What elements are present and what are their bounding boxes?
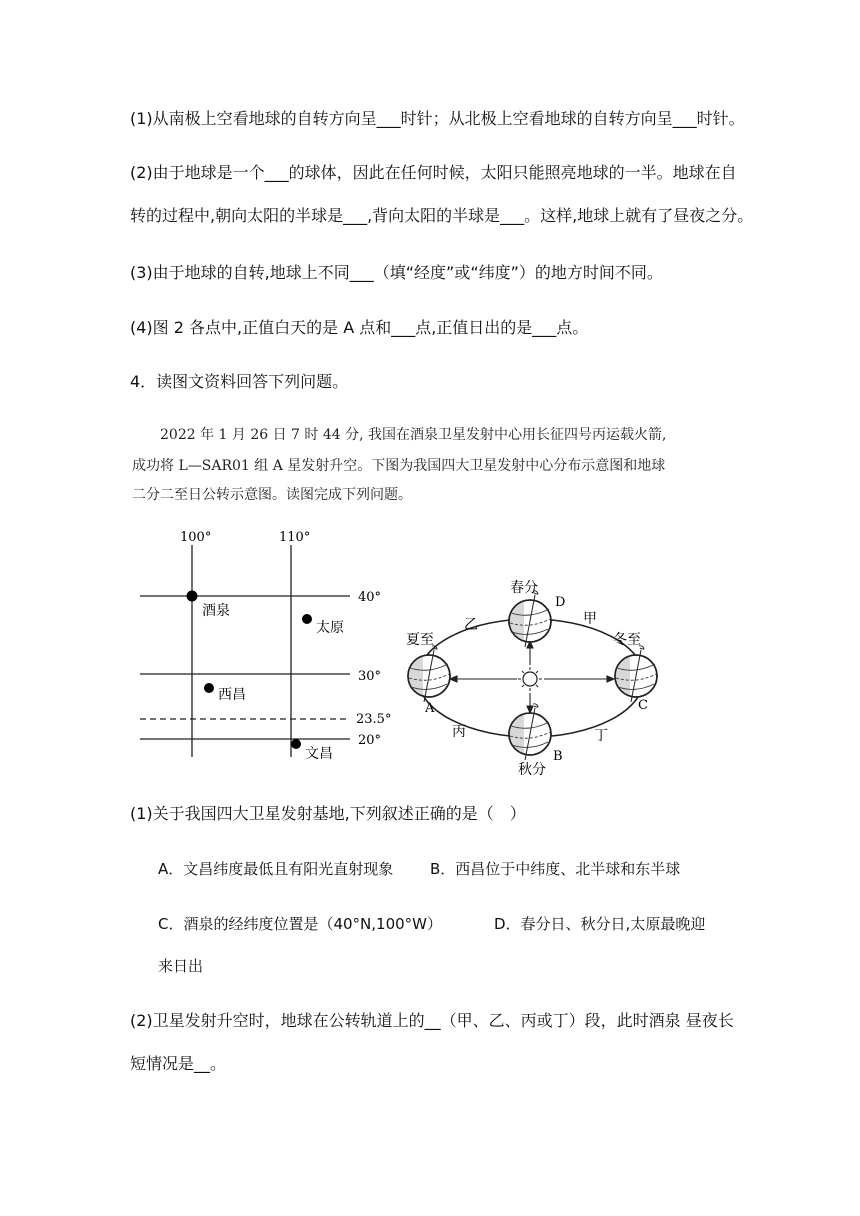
orbit-diagram	[398, 578, 670, 778]
section-4-heading: 4．读图文资料回答下列问题。	[130, 372, 349, 391]
sun-icon	[523, 672, 537, 686]
globe-winter	[615, 646, 657, 702]
passage-line2: 成功将 L—SAR01 组 A 星发射升空。下图为我国四大卫星发射中心分布示意图和地球	[132, 458, 666, 474]
sub-question-1: (1)关于我国四大卫星发射基地,下列叙述正确的是（ ）	[130, 804, 526, 823]
passage-line3: 二分二至日公转示意图。读图完成下列问题。	[132, 487, 412, 503]
globe-summer	[408, 646, 450, 702]
site-label-taiyuan: 太原	[316, 620, 344, 636]
globe-autumn	[509, 704, 551, 760]
lat-label-40: 40°	[358, 590, 382, 605]
option-d-line2: 来日出	[158, 957, 204, 975]
site-label-wenchang: 文昌	[305, 746, 333, 762]
segment-bing: 丙	[452, 724, 466, 740]
lat-label-30: 30°	[358, 669, 382, 684]
option-b: B．西昌位于中纬度、北半球和东半球	[430, 860, 681, 878]
globe-spring	[509, 591, 551, 647]
site-dot-jiuquan	[187, 591, 198, 602]
label-summer: 夏至	[406, 632, 434, 648]
segment-ding: 丁	[594, 728, 608, 744]
lat-label-20: 20°	[358, 733, 382, 748]
question-1: (1)从南极上空看地球的自转方向呈___时针；从北极上空看地球的自转方向呈___时针。	[130, 109, 745, 128]
label-winter: 冬至	[613, 632, 641, 648]
segment-jia: 甲	[583, 611, 597, 627]
site-label-xichang: 西昌	[218, 687, 246, 703]
label-D: D	[555, 595, 566, 610]
site-dot-taiyuan	[302, 614, 312, 624]
site-dot-xichang	[204, 683, 214, 693]
sub-question-2-line1: (2)卫星发射升空时，地球在公转轨道上的__（甲、乙、丙或丁）段，此时酒泉 昼夜长	[130, 1011, 734, 1030]
label-autumn: 秋分	[518, 762, 546, 778]
option-d-line1: D．春分日、秋分日,太原最晚迎	[494, 915, 706, 933]
question-4: (4)图 2 各点中,正值白天的是 A 点和___点,正值日出的是___点。	[130, 318, 589, 337]
lon-label-100: 100°	[180, 530, 212, 545]
segment-yi: 乙	[464, 617, 478, 633]
launch-site-map	[130, 525, 400, 775]
question-2-line1: (2)由于地球是一个___的球体，因此在任何时候，太阳只能照亮地球的一半。地球在自	[130, 163, 737, 182]
site-label-jiuquan: 酒泉	[202, 603, 230, 619]
site-dot-wenchang	[291, 739, 301, 749]
option-a: A．文昌纬度最低且有阳光直射现象	[158, 860, 394, 878]
sub-question-2-line2: 短情况是__。	[130, 1054, 227, 1073]
label-B: B	[553, 749, 563, 764]
option-c: C．酒泉的经纬度位置是（40°N,100°W）	[158, 915, 443, 933]
passage-line1: 2022 年 1 月 26 日 7 时 44 分, 我国在酒泉卫星发射中心用长征四号丙运载火箭,	[160, 427, 667, 443]
label-spring: 春分	[510, 580, 538, 596]
question-2-line2: 转的过程中,朝向太阳的半球是___,背向太阳的半球是___。这样,地球上就有了昼夜之分。	[130, 206, 754, 225]
label-A: A	[425, 701, 435, 716]
lat-label-23-5: 23.5°	[356, 712, 392, 727]
lon-label-110: 110°	[279, 530, 311, 545]
label-C: C	[638, 698, 648, 713]
question-3: (3)由于地球的自转,地球上不同___（填“经度”或“纬度”）的地方时间不同。	[130, 263, 663, 282]
